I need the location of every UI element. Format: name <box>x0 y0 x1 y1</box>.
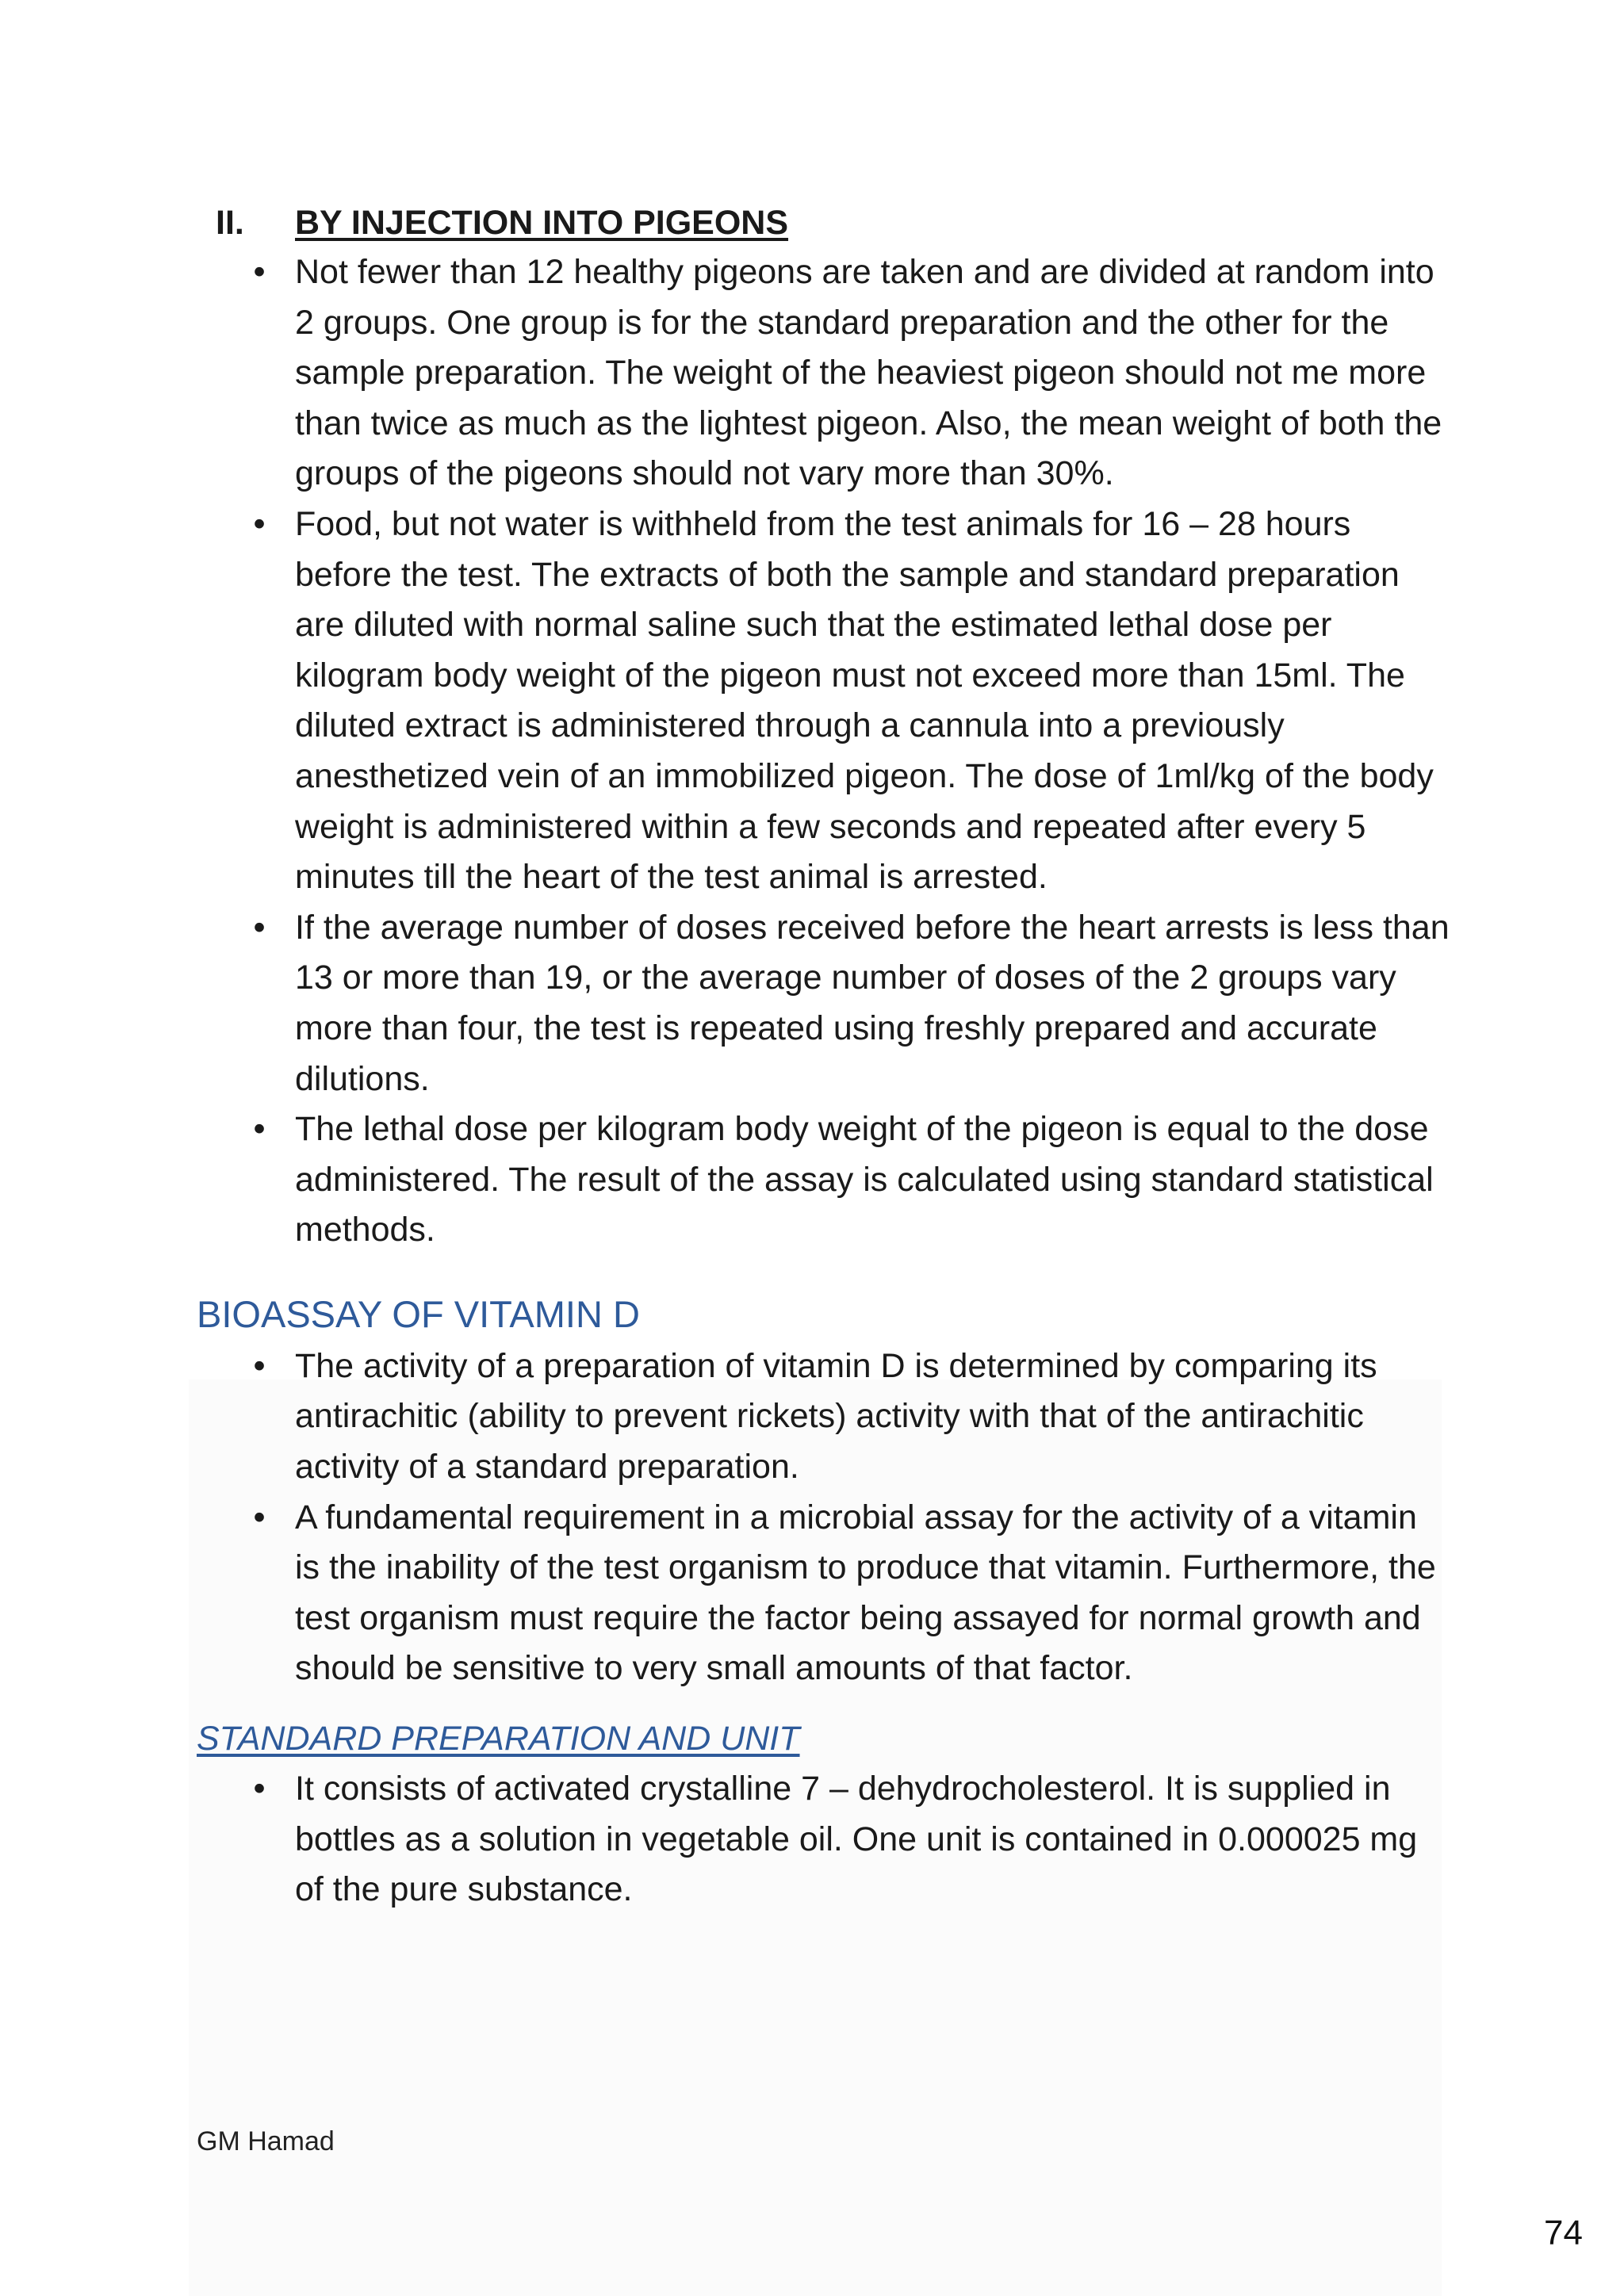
list-item-text: The lethal dose per kilogram body weight of the pigeon is equal to the dose administered. The result of the assay is calculated using standard statistical methods. <box>295 1110 1434 1249</box>
list-item-text: If the average number of doses received before the heart arrests is less than 13 or more than 19, or the average number of doses of the 2 groups vary more than four, the test is repeated using freshly prepared and accurate dilutions. <box>295 908 1450 1098</box>
footer-author: GM Hamad <box>197 2126 335 2156</box>
bullet-icon: • <box>253 253 266 291</box>
list-item-text: Food, but not water is withheld from the test animals for 16 – 28 hours before the test. The extracts of both the sample and standard preparation are diluted with normal saline such that the estimated lethal dose per kilogram body weight of the pigeon must not exceed more than 15ml. The diluted extract is administered through a cannula into a previously anesthetized vein of an immobilized pigeon. The dose of 1ml/kg of the body weight is administered within a few seconds and repeated after every 5 minutes till the heart of the test animal is arrested. <box>295 504 1434 897</box>
bullet-icon: • <box>253 1110 266 1149</box>
standard-preparation-heading: STANDARD PREPARATION AND UNIT <box>197 1720 800 1758</box>
list-item <box>197 903 1450 1104</box>
bullet-icon: • <box>253 504 266 543</box>
list-item <box>197 247 1450 499</box>
list-item-text: Not fewer than 12 healthy pigeons are taken and are divided at random into 2 groups. One group is for the standard preparation and the other for the sample preparation. The weight of the heaviest pigeon should not me more than twice as much as the lightest pigeon. Also, the mean weight of both the groups of the pigeons should not vary more than 30%. <box>295 253 1442 493</box>
bullet-icon: • <box>253 1346 266 1385</box>
section-heading <box>216 198 1450 247</box>
page-number: 74 <box>1544 2214 1583 2252</box>
bullet-icon: • <box>253 1498 266 1536</box>
list-item-text: The activity of a preparation of vitamin D is determined by comparing its antirachitic (ability to prevent rickets) activity with that of the antirachitic activity of a standard preparation. <box>295 1346 1377 1487</box>
bullet-icon: • <box>253 908 266 947</box>
list-item <box>197 1104 1450 1256</box>
vitamin-d-bullet-list <box>197 1341 1450 1694</box>
section-title: BY INJECTION INTO PIGEONS <box>295 204 789 242</box>
list-item <box>197 1493 1450 1694</box>
standard-bullet-list <box>197 1764 1450 1915</box>
section-numeral: II. <box>216 204 244 242</box>
list-item <box>197 499 1450 903</box>
list-item-text: A fundamental requirement in a microbial assay for the activity of a vitamin is the inability of the test organism to produce that vitamin. Furthermore, the test organism must require the factor being assayed for normal growth and should be sensitive to very small amounts of that factor. <box>295 1498 1436 1688</box>
pigeon-bullet-list <box>197 247 1450 1256</box>
vitamin-d-heading: BIOASSAY OF VITAMIN D <box>197 1292 640 1335</box>
document-body <box>197 198 1450 1915</box>
list-item <box>197 1764 1450 1915</box>
list-item <box>197 1341 1450 1493</box>
list-item-text: It consists of activated crystalline 7 – dehydrocholesterol. It is supplied in bottles as a solution in vegetable oil. One unit is contained in 0.000025 mg of the pure substance. <box>295 1770 1418 1909</box>
bullet-icon: • <box>253 1770 266 1808</box>
